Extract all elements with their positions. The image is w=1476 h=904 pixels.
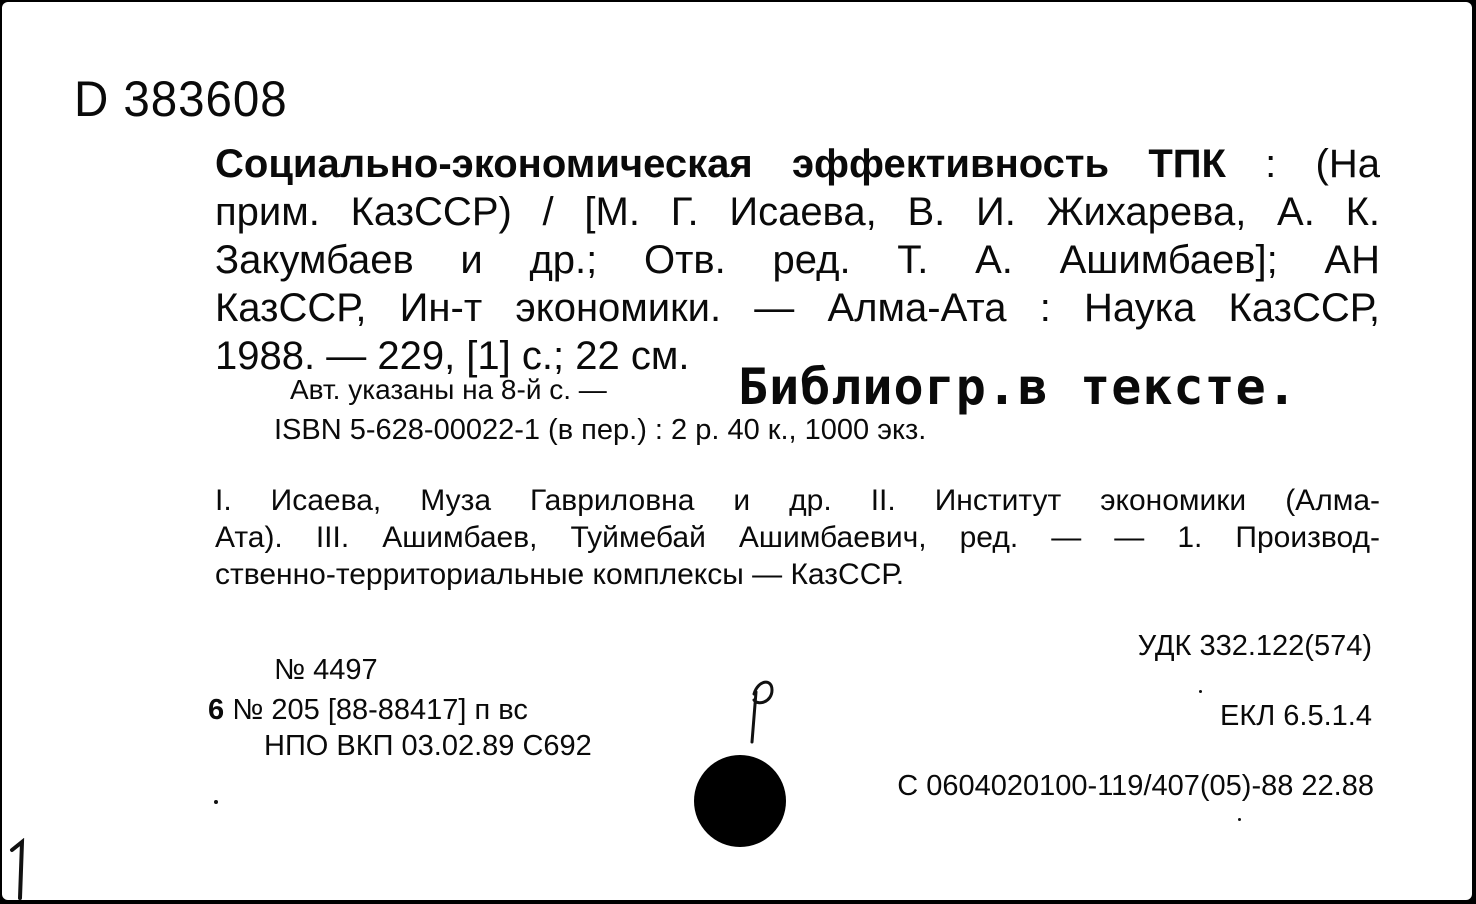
bbk-code: ЕКЛ 6.5.1.4	[1219, 700, 1372, 732]
speck	[214, 800, 218, 804]
class-number: С 0604020100-119/407(05)-88 22.88	[897, 770, 1374, 802]
bibliographic-description	[215, 140, 1380, 380]
book-title: Социально-экономическая эффективность ТПК	[215, 142, 1226, 186]
udc-code: УДК 332.122(574)	[1137, 630, 1372, 662]
tracing-line-1: Ата). III. Ашимбаев, Туймебай Ашимбаевич, ред. — — 1. Производ-	[215, 521, 1380, 554]
speck	[1199, 690, 1202, 693]
order-line	[208, 694, 528, 727]
handwritten-mark-icon	[738, 670, 778, 750]
description-line-3: КазССР, Ин-т экономики. — Алма-Ата : Наука КазССР,	[215, 286, 1380, 330]
handwritten-numeral-icon	[4, 838, 34, 900]
order-text: № 205 [88-88417] п вс	[232, 694, 528, 726]
description-line-1: прим. КазССР) / [М. Г. Исаева, В. И. Жихарева, А. К.	[215, 190, 1380, 234]
bibliography-stamp: Библиогр.в тексте.	[738, 358, 1298, 416]
isbn-line: ISBN 5-628-00022-1 (в пер.) : 2 р. 40 к., 1000 экз.	[274, 414, 927, 446]
description-line-2: Закумбаев и др.; Отв. ред. Т. А. Ашимбаев]; АН	[215, 238, 1380, 282]
order-prefix: 6	[208, 694, 225, 726]
filled-circle-mark	[694, 755, 786, 847]
description-line-0: : (На	[1225, 142, 1380, 186]
tracing-line-0: I. Исаева, Муза Гавриловна и др. II. Институт экономики (Алма-	[215, 484, 1380, 517]
call-number: D 383608	[74, 71, 288, 127]
description-line-4: 1988. — 229, [1] с.; 22 см.	[215, 334, 690, 378]
tracings	[215, 482, 1380, 593]
authors-note: Авт. указаны на 8-й с. —	[290, 374, 607, 405]
catalog-card	[2, 2, 1472, 900]
tracing-line-2: ственно-территориальные комплексы — КазССР.	[215, 558, 905, 591]
speck	[1238, 818, 1241, 821]
print-info: НПО ВКП 03.02.89 С692	[264, 730, 592, 762]
record-number: № 4497	[274, 654, 378, 686]
description-line	[215, 140, 1380, 188]
